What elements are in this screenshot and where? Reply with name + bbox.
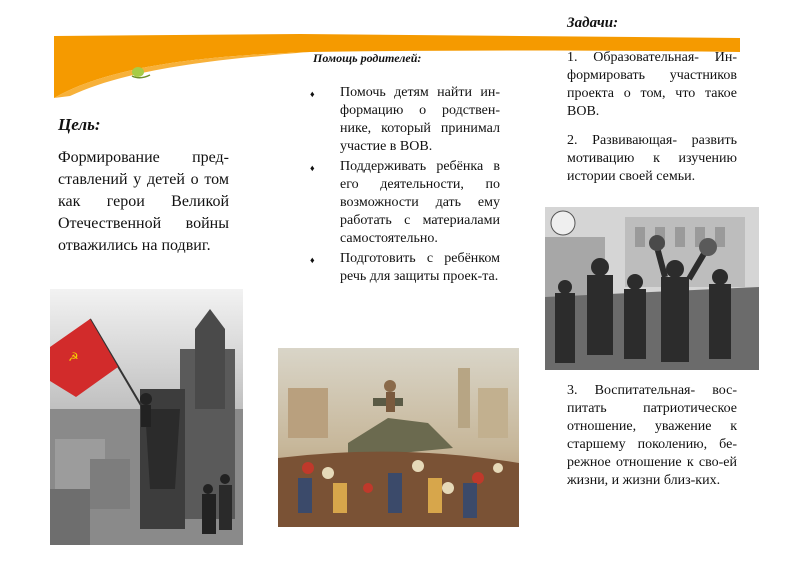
bullet-icon: ♦ xyxy=(310,255,315,265)
reichstag-flag-photo xyxy=(50,289,243,545)
tasks-heading: Задачи: xyxy=(567,15,619,31)
bullet-icon: ♦ xyxy=(310,163,315,173)
goal-text: Формирование пред-ставлений у детей о том как герои Великой Отечественной войны отважились на подвиг. xyxy=(58,149,229,254)
leaf-icon xyxy=(132,67,144,77)
bullet-icon: ♦ xyxy=(310,89,315,99)
svg-text:☭: ☭ xyxy=(68,350,79,364)
parents-help-heading: Помощь родителей: xyxy=(313,51,422,65)
parents-help-list xyxy=(310,84,500,288)
task-educational: 1. Образовательная- Ин-формировать участников проекта о том, что такое ВОВ. xyxy=(567,50,737,119)
list-item: ♦ Помочь детям найти ин-формацию о родствен-нике, который принимал участие в ВОВ. xyxy=(310,85,500,154)
goal-heading: Цель: xyxy=(58,115,101,134)
task-upbringing: 3. Воспитательная- вос-питать патриотическое отношение, уважение к старшему поколению, бе-режное отношение к сво-ей жизни, и жизни близ-ких. xyxy=(567,383,737,488)
list-item: ♦ Поддерживать ребёнка в его деятельности, по возможности дать ему работать с материалами самостоятельно. xyxy=(310,159,500,246)
soldiers-parade-photo xyxy=(545,207,759,370)
task-developmental: 2. Развивающая- развить мотивацию к изучению истории своей семьи. xyxy=(567,133,737,184)
victory-celebration-painting xyxy=(278,348,519,527)
list-item: ♦ Подготовить с ребёнком речь для защиты проек-та. xyxy=(310,251,500,284)
